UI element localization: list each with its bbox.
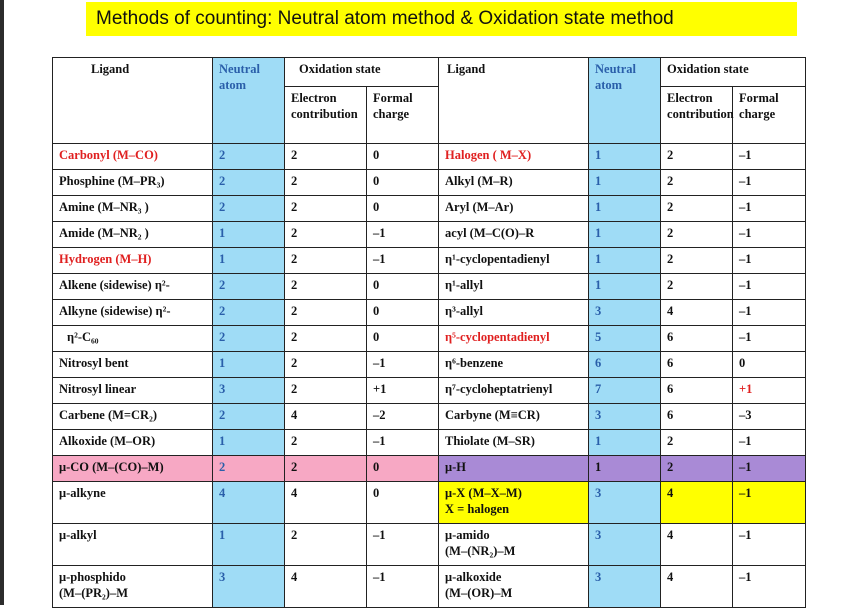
ligand-cell: Alkene (sidewise) η²- [53, 274, 213, 300]
formal-charge-cell: +1 [367, 378, 439, 404]
neutral-atom-cell: 4 [213, 482, 285, 524]
neutral-atom-cell: 3 [589, 482, 661, 524]
ligand-line-1: μ-alkoxide [445, 570, 502, 584]
header-electron-contribution-left: Electron contribution [285, 87, 367, 144]
electron-contribution-cell: 2 [285, 300, 367, 326]
electron-contribution-cell: 4 [661, 482, 733, 524]
neutral-atom-cell: 1 [589, 430, 661, 456]
formal-charge-cell: –1 [733, 274, 806, 300]
table-row-highlight [53, 456, 806, 482]
neutral-atom-cell: 1 [589, 222, 661, 248]
ligand-cell: Alkyne (sidewise) η²- [53, 300, 213, 326]
ligand-line-2: (M–(OR)–M [445, 586, 513, 600]
ligand-cell: Alkoxide (M–OR) [53, 430, 213, 456]
electron-contribution-cell: 2 [285, 524, 367, 566]
electron-contribution-cell: 4 [661, 566, 733, 608]
neutral-atom-cell: 1 [589, 196, 661, 222]
neutral-atom-cell: 2 [213, 274, 285, 300]
table-row [53, 566, 806, 608]
table-row [53, 352, 806, 378]
table-row [53, 404, 806, 430]
ligand-cell: Halogen ( M–X) [439, 144, 589, 170]
table-row [53, 482, 806, 524]
electron-contribution-cell: 2 [661, 248, 733, 274]
formal-charge-cell: –1 [733, 170, 806, 196]
header-neutral-atom-right: Neutral atom [589, 58, 661, 144]
neutral-atom-cell: 1 [589, 170, 661, 196]
electron-contribution-cell: 2 [661, 274, 733, 300]
ligand-cell: Carbene (M=CR₂) [53, 404, 213, 430]
neutral-atom-cell: 2 [213, 300, 285, 326]
formal-charge-cell: 0 [367, 170, 439, 196]
neutral-atom-cell: 3 [213, 378, 285, 404]
ligand-cell: Nitrosyl bent [53, 352, 213, 378]
neutral-atom-cell: 2 [213, 326, 285, 352]
formal-charge-cell: –1 [367, 566, 439, 608]
ligand-cell: μ-alkyl [53, 524, 213, 566]
ligand-line-2: (M–(PR₂)–M [59, 586, 128, 600]
ligand-cell: μ-H [439, 456, 589, 482]
table-row [53, 274, 806, 300]
ligand-cell: Thiolate (M–SR) [439, 430, 589, 456]
ligand-cell: Amine (M–NR₃ ) [53, 196, 213, 222]
formal-charge-cell: –1 [367, 524, 439, 566]
table-row [53, 170, 806, 196]
ligand-cell [53, 566, 213, 608]
neutral-atom-cell: 2 [213, 404, 285, 430]
ligand-cell: Alkyl (M–R) [439, 170, 589, 196]
electron-contribution-cell: 6 [661, 378, 733, 404]
ligand-cell: η¹-allyl [439, 274, 589, 300]
table-row [53, 196, 806, 222]
ligand-cell: Hydrogen (M–H) [53, 248, 213, 274]
formal-charge-cell: –1 [733, 482, 806, 524]
neutral-atom-cell: 2 [213, 170, 285, 196]
electron-contribution-cell: 4 [661, 300, 733, 326]
ligand-cell: μ-alkyne [53, 482, 213, 524]
table-row [53, 222, 806, 248]
electron-contribution-cell: 2 [661, 222, 733, 248]
neutral-atom-cell: 1 [213, 222, 285, 248]
ligand-cell: η⁵-cyclopentadienyl [439, 326, 589, 352]
formal-charge-cell: 0 [367, 300, 439, 326]
ligand-line-2: X = halogen [445, 502, 510, 516]
ligand-cell [439, 482, 589, 524]
header-neutral-atom-left: Neutral atom [213, 58, 285, 144]
formal-charge-cell: –1 [733, 222, 806, 248]
neutral-atom-cell: 2 [213, 456, 285, 482]
header-ligand-left: Ligand [53, 58, 213, 144]
neutral-atom-cell: 3 [213, 566, 285, 608]
electron-contribution-cell: 2 [285, 456, 367, 482]
neutral-atom-cell: 2 [213, 196, 285, 222]
neutral-atom-cell: 1 [589, 456, 661, 482]
formal-charge-cell: –1 [733, 300, 806, 326]
formal-charge-cell: 0 [367, 456, 439, 482]
ligand-cell: η³-allyl [439, 300, 589, 326]
ligand-cell [439, 524, 589, 566]
neutral-atom-cell: 3 [589, 404, 661, 430]
ligand-line-1: μ-amido [445, 528, 490, 542]
formal-charge-cell: –1 [733, 326, 806, 352]
electron-contribution-cell: 4 [285, 566, 367, 608]
electron-contribution-cell: 6 [661, 352, 733, 378]
ligand-cell [439, 566, 589, 608]
formal-charge-cell: –1 [367, 222, 439, 248]
electron-contribution-cell: 2 [285, 144, 367, 170]
neutral-atom-cell: 1 [589, 144, 661, 170]
formal-charge-cell: –1 [733, 456, 806, 482]
neutral-atom-cell: 3 [589, 566, 661, 608]
ligand-cell: Aryl (M–Ar) [439, 196, 589, 222]
formal-charge-cell: –1 [367, 248, 439, 274]
ligand-cell: Carbyne (M≡CR) [439, 404, 589, 430]
formal-charge-cell: –1 [733, 248, 806, 274]
electron-contribution-cell: 6 [661, 326, 733, 352]
formal-charge-cell: –1 [733, 524, 806, 566]
neutral-atom-cell: 7 [589, 378, 661, 404]
table-row [53, 326, 806, 352]
header-formal-charge-left: Formal charge [367, 87, 439, 144]
header-oxidation-state-left: Oxidation state [285, 58, 439, 87]
electron-contribution-cell: 4 [285, 482, 367, 524]
neutral-atom-cell: 1 [589, 248, 661, 274]
table-row [53, 248, 806, 274]
electron-contribution-cell: 2 [661, 170, 733, 196]
ligand-cell: μ-CO (M–(CO)–M) [53, 456, 213, 482]
electron-contribution-cell: 2 [285, 430, 367, 456]
header-oxidation-state-right: Oxidation state [661, 58, 806, 87]
table-row [53, 524, 806, 566]
electron-contribution-cell: 4 [661, 524, 733, 566]
ligand-cell: η⁷-cycloheptatrienyl [439, 378, 589, 404]
ligand-line-1: μ-X (M–X–M) [445, 486, 522, 500]
page-title: Methods of counting: Neutral atom method & Oxidation state method [86, 2, 797, 36]
formal-charge-cell: 0 [367, 482, 439, 524]
electron-contribution-cell: 2 [285, 170, 367, 196]
formal-charge-cell: –1 [367, 352, 439, 378]
ligand-line-1: μ-phosphido [59, 570, 126, 584]
formal-charge-cell: 0 [367, 144, 439, 170]
neutral-atom-cell: 3 [589, 524, 661, 566]
formal-charge-cell: 0 [367, 274, 439, 300]
ligand-cell: Carbonyl (M–CO) [53, 144, 213, 170]
electron-contribution-cell: 2 [285, 378, 367, 404]
electron-contribution-cell: 2 [285, 248, 367, 274]
electron-contribution-cell: 4 [285, 404, 367, 430]
formal-charge-cell: –1 [733, 566, 806, 608]
neutral-atom-cell: 1 [213, 524, 285, 566]
electron-contribution-cell: 2 [285, 222, 367, 248]
ligand-line-2: (M–(NR₂)–M [445, 544, 516, 558]
table-row [53, 144, 806, 170]
electron-contribution-cell: 2 [661, 196, 733, 222]
formal-charge-cell: –1 [733, 430, 806, 456]
electron-contribution-cell: 2 [661, 430, 733, 456]
formal-charge-cell: –1 [733, 144, 806, 170]
header-ligand-right: Ligand [439, 58, 589, 144]
neutral-atom-cell: 6 [589, 352, 661, 378]
formal-charge-cell: 0 [367, 326, 439, 352]
ligand-cell: Amide (M–NR₂ ) [53, 222, 213, 248]
ligand-cell: η⁶-benzene [439, 352, 589, 378]
ligand-cell: acyl (M–C(O)–R [439, 222, 589, 248]
neutral-atom-cell: 1 [213, 430, 285, 456]
window-left-edge [0, 0, 4, 605]
formal-charge-cell: 0 [367, 196, 439, 222]
ligand-cell: Phosphine (M–PR₃) [53, 170, 213, 196]
neutral-atom-cell: 1 [589, 274, 661, 300]
electron-contribution-cell: 6 [661, 404, 733, 430]
table-row [53, 430, 806, 456]
electron-contribution-cell: 2 [661, 456, 733, 482]
formal-charge-cell: –1 [367, 430, 439, 456]
neutral-atom-cell: 1 [213, 352, 285, 378]
electron-contribution-cell: 2 [285, 352, 367, 378]
formal-charge-cell: –2 [367, 404, 439, 430]
formal-charge-cell: –3 [733, 404, 806, 430]
electron-contribution-cell: 2 [285, 274, 367, 300]
ligand-cell: Nitrosyl linear [53, 378, 213, 404]
header-electron-contribution-right: Electron contribution [661, 87, 733, 144]
formal-charge-cell: –1 [733, 196, 806, 222]
neutral-atom-cell: 1 [213, 248, 285, 274]
header-formal-charge-right: Formal charge [733, 87, 806, 144]
electron-contribution-cell: 2 [661, 144, 733, 170]
electron-contribution-cell: 2 [285, 196, 367, 222]
table-row [53, 378, 806, 404]
formal-charge-cell: 0 [733, 352, 806, 378]
neutral-atom-cell: 5 [589, 326, 661, 352]
electron-contribution-cell: 2 [285, 326, 367, 352]
neutral-atom-cell: 2 [213, 144, 285, 170]
formal-charge-cell: +1 [733, 378, 806, 404]
ligand-cell: η²-C₆₀ [53, 326, 213, 352]
neutral-atom-cell: 3 [589, 300, 661, 326]
ligand-cell: η¹-cyclopentadienyl [439, 248, 589, 274]
table-row [53, 300, 806, 326]
ligand-table [52, 57, 806, 608]
